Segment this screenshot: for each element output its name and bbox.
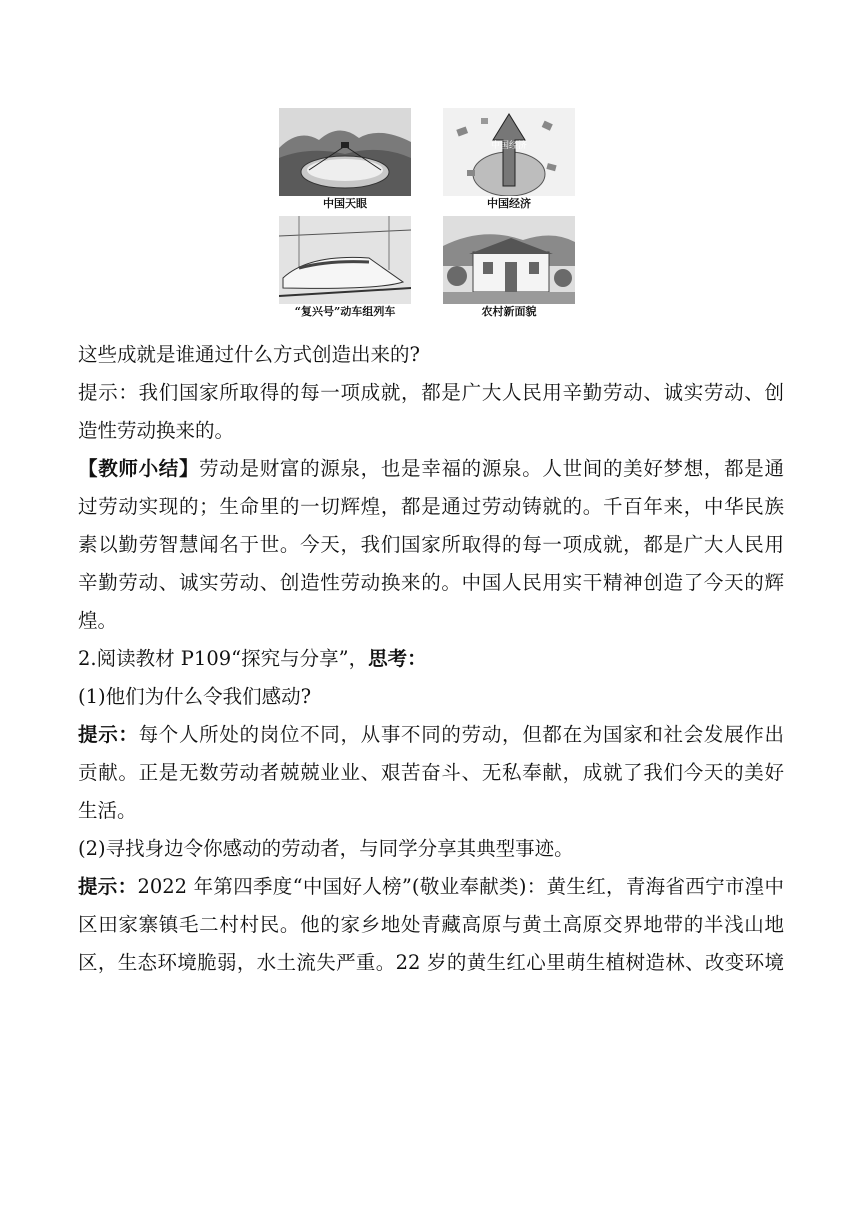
question-1-line: (1)他们为什么令我们感动?	[78, 685, 312, 708]
hint-line-cont: 造性劳动换来的。	[78, 419, 235, 442]
hint-1-line-cont: 贡献。正是无数劳动者兢兢业业、艰苦奋斗、无私奉献，成就了我们今天的美好	[78, 761, 784, 784]
figure-grid	[279, 108, 579, 328]
question-2-line: (2)寻找身边令你感动的劳动者，与同学分享其典型事迹。	[78, 837, 574, 860]
figure-cell-village	[443, 216, 575, 320]
caption-village: 农村新面貌	[481, 305, 537, 318]
summary-line: 辛勤劳动、诚实劳动、创造性劳动换来的。中国人民用实干精神创造了今天的辉	[78, 571, 784, 594]
body-text	[78, 336, 784, 982]
economy-arrow-image	[443, 108, 575, 196]
hint-2-line-cont: 区，生态环境脆弱，水土流失严重。22 岁的黄生红心里萌生植树造林、改变环境	[78, 951, 784, 974]
caption-train: “复兴号”动车组列车	[294, 305, 396, 318]
hint-label: 提示：	[78, 875, 138, 898]
fast-telescope-image	[279, 108, 411, 196]
hint-label: 提示：	[78, 723, 139, 746]
hint-1-line-end: 生活。	[78, 799, 137, 822]
village-house-image	[443, 216, 575, 304]
teacher-summary-label: 【教师小结】	[78, 457, 200, 480]
question-line: 这些成就是谁通过什么方式创造出来的?	[78, 343, 420, 366]
figure-cell-tianyan	[279, 108, 411, 212]
figure-cell-train	[279, 216, 411, 320]
think-label: 思考：	[368, 647, 427, 670]
caption-economy: 中国经济	[487, 197, 531, 210]
summary-line: 过劳动实现的；生命里的一切辉煌，都是通过劳动铸就的。千百年来，中华民族	[78, 495, 784, 518]
teacher-summary-line: 【教师小结】劳动是财富的源泉，也是幸福的源泉。人世间的美好梦想，都是通	[78, 457, 784, 480]
hint-line: 提示：我们国家所取得的每一项成就，都是广大人民用辛勤劳动、诚实劳动、创	[78, 381, 784, 404]
hint-1-line: 提示：每个人所处的岗位不同，从事不同的劳动，但都在为国家和社会发展作出	[78, 723, 784, 746]
hint-2-line: 提示：2022 年第四季度“中国好人榜”(敬业奉献类)：黄生红，青海省西宁市湟中	[78, 875, 784, 898]
figure-cell-economy	[443, 108, 575, 212]
caption-tianyan: 中国天眼	[323, 197, 367, 210]
fuxing-train-image	[279, 216, 411, 304]
summary-line-end: 煌。	[78, 609, 118, 632]
task-line: 2.阅读教材 P109“探究与分享”，思考：	[78, 647, 427, 670]
summary-line: 素以勤劳智慧闻名于世。今天，我们国家所取得的每一项成就，都是广大人民用	[78, 533, 784, 556]
arrow-label: 中国经济	[490, 141, 528, 151]
hint-2-line-cont: 区田家寨镇毛二村村民。他的家乡地处青藏高原与黄土高原交界地带的半浅山地	[78, 913, 784, 936]
